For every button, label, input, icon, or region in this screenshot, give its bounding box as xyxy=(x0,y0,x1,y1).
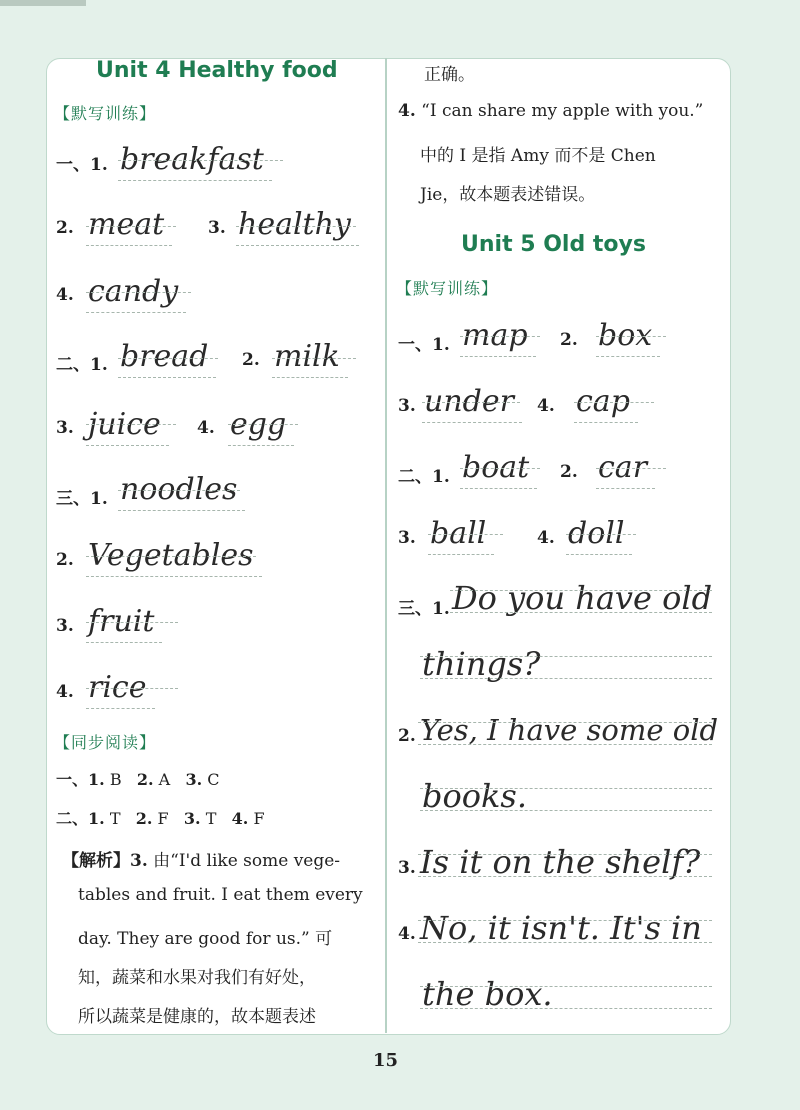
reading-answers-row2: 二、1. T 2. F 3. T 4. F xyxy=(56,809,265,828)
answer-juice: juice xyxy=(86,405,169,446)
column-divider xyxy=(385,58,387,1033)
guide-line xyxy=(450,590,712,591)
guide-line xyxy=(418,854,712,855)
continued-text: 正确。 xyxy=(424,65,475,85)
guide-line xyxy=(420,678,712,679)
sentence-4a: No, it isn't. It's in xyxy=(420,909,702,947)
group3-prefix: 三、1. xyxy=(56,489,108,509)
answer-healthy: healthy xyxy=(236,205,359,246)
answer-bread: bread xyxy=(118,337,216,378)
q10-num: 2. xyxy=(56,550,74,570)
r-s4-num: 4. xyxy=(398,924,416,944)
sentence-4b: the box. xyxy=(422,975,553,1013)
answer-rice: rice xyxy=(86,668,155,709)
guide-line xyxy=(86,226,176,227)
guide-line xyxy=(118,490,240,491)
guide-line xyxy=(228,424,298,425)
r-q8-num: 4. xyxy=(537,528,555,548)
guide-line xyxy=(236,226,356,227)
item4-line-3: Jie，故本题表述错误。 xyxy=(420,185,596,205)
r-q2-num: 2. xyxy=(560,330,578,350)
guide-line xyxy=(574,402,654,403)
analysis-line-2: tables and fruit. I eat them every xyxy=(78,885,363,905)
r-q7-num: 3. xyxy=(398,528,416,548)
guide-line xyxy=(450,612,712,613)
analysis-line-4: 知，蔬菜和水果对我们有好处， xyxy=(78,968,316,988)
answer-candy: candy xyxy=(86,272,186,313)
answer-fruit: fruit xyxy=(86,602,162,643)
r-q3-num: 3. xyxy=(398,396,416,416)
guide-line xyxy=(418,942,712,943)
unit4-writing-section-label: 【默写训练】 xyxy=(54,104,157,123)
analysis-line-1: 【解析】3. 由“I'd like some vege- xyxy=(62,851,341,871)
answer-boat: boat xyxy=(460,448,537,489)
unit5-writing-section-label: 【默写训练】 xyxy=(396,279,499,298)
unit4-reading-section-label: 【同步阅读】 xyxy=(54,733,157,752)
guide-line xyxy=(86,688,178,689)
guide-line xyxy=(420,810,712,811)
analysis-line-3: day. They are good for us.” 可 xyxy=(78,929,333,949)
item4-line-2: 中的 I 是指 Amy 而不是 Chen xyxy=(420,146,656,166)
unit5-title: Unit 5 Old toys xyxy=(461,232,646,257)
sentence-1a: Do you have old xyxy=(452,579,713,617)
guide-line xyxy=(86,292,191,293)
answer-egg: egg xyxy=(228,405,294,446)
q7-num: 3. xyxy=(56,418,74,438)
guide-line xyxy=(418,876,712,877)
r-s3-num: 3. xyxy=(398,858,416,878)
item4-line-1: 4. “I can share my apple with you.” xyxy=(398,101,704,121)
analysis-line-5: 所以蔬菜是健康的，故本题表述 xyxy=(78,1007,316,1027)
unit4-title: Unit 4 Healthy food xyxy=(96,58,338,83)
sentence-3: Is it on the shelf? xyxy=(420,843,701,881)
guide-line xyxy=(420,986,712,987)
answer-noodles: noodles xyxy=(118,470,245,511)
sentence-2a: Yes, I have some old xyxy=(420,713,719,747)
r-group3-prefix: 三、1. xyxy=(398,599,450,619)
answer-vegetables: Vegetables xyxy=(86,536,262,577)
answer-under: under xyxy=(422,382,522,423)
r-q4-num: 4. xyxy=(537,396,555,416)
guide-line xyxy=(596,336,666,337)
page-number: 15 xyxy=(373,1050,399,1071)
q6-num: 2. xyxy=(242,350,260,370)
r-s2-num: 2. xyxy=(398,726,416,746)
sentence-1b: things? xyxy=(422,645,541,683)
guide-line xyxy=(86,556,256,557)
q2-num: 2. xyxy=(56,218,74,238)
top-edge-mark xyxy=(0,0,86,6)
answer-milk: milk xyxy=(272,337,348,378)
q4-num: 4. xyxy=(56,285,74,305)
answer-doll: doll xyxy=(566,514,632,555)
guide-line xyxy=(86,424,176,425)
answer-map: map xyxy=(460,316,536,357)
guide-line xyxy=(118,358,218,359)
guide-line xyxy=(428,534,503,535)
guide-line xyxy=(418,744,712,745)
answer-cap: cap xyxy=(574,382,638,423)
answer-car: car xyxy=(596,448,655,489)
guide-line xyxy=(422,402,520,403)
r-q6-num: 2. xyxy=(560,462,578,482)
answer-breakfast: breakfast xyxy=(118,140,272,181)
sentence-2b: books. xyxy=(422,777,527,815)
r-group2-prefix: 二、1. xyxy=(398,467,450,487)
answer-meat: meat xyxy=(86,205,172,246)
q12-num: 4. xyxy=(56,682,74,702)
guide-line xyxy=(460,468,540,469)
guide-line xyxy=(418,920,712,921)
guide-line xyxy=(460,336,540,337)
q3-num: 3. xyxy=(208,218,226,238)
reading-answers-row1: 一、1. B 2. A 3. C xyxy=(56,770,220,789)
guide-line xyxy=(86,622,178,623)
group2-prefix: 二、1. xyxy=(56,355,108,375)
r-group1-prefix: 一、1. xyxy=(398,335,450,355)
q11-num: 3. xyxy=(56,616,74,636)
guide-line xyxy=(420,788,712,789)
guide-line xyxy=(420,1008,712,1009)
q8-num: 4. xyxy=(197,418,215,438)
guide-line xyxy=(596,468,666,469)
guide-line xyxy=(418,722,712,723)
guide-line xyxy=(272,358,356,359)
guide-line xyxy=(118,160,283,161)
guide-line xyxy=(420,656,712,657)
group1-prefix: 一、1. xyxy=(56,155,108,175)
answer-box: box xyxy=(596,316,660,357)
answer-ball: ball xyxy=(428,514,494,555)
guide-line xyxy=(566,534,636,535)
